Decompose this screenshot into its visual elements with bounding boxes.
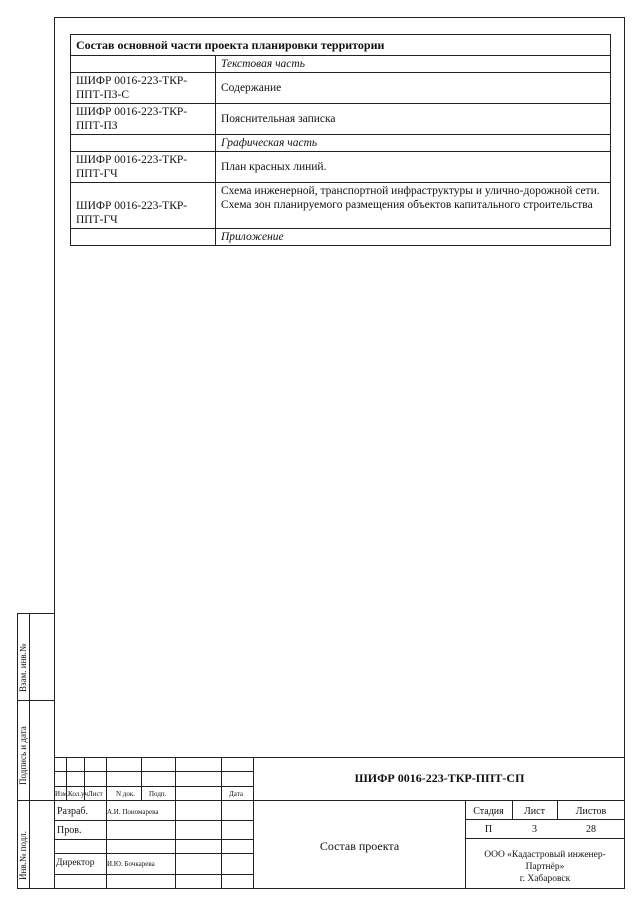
side-label-inv-podl: Инв.№ подл.: [18, 830, 28, 880]
sheets-label: Листов: [575, 806, 607, 817]
title-block: [54, 757, 625, 889]
doc-code: ШИФР 0016-223-ТКР-ППТ-ГЧ: [71, 152, 216, 183]
doc-name: Схема инженерной, транспортной инфраструктуры и улично-дорожной сети.: [221, 185, 600, 197]
doc-code: [71, 135, 216, 152]
doc-name: План красных линий.: [216, 152, 611, 183]
doc-code: ШИФР 0016-223-ТКР-ППТ-ПЗ-С: [71, 73, 216, 104]
doc-name-title: Состав проекта: [319, 839, 400, 853]
doc-code: [71, 56, 216, 73]
doc-name: Пояснительная записка: [216, 104, 611, 135]
table-row: [71, 229, 611, 246]
side-label-vzam: Взам. инв.№: [18, 643, 28, 692]
section-header: Приложение: [216, 229, 611, 246]
table-row: [71, 135, 611, 152]
razrab-name: А.И. Пономарева: [107, 808, 159, 816]
director-label: Директор: [56, 858, 95, 868]
doc-name-multi: [216, 183, 611, 229]
table-row: [71, 104, 611, 135]
table-row: [71, 73, 611, 104]
side-label-podpis: Подпись и дата: [18, 726, 28, 785]
sheet-value: 3: [532, 824, 537, 835]
stage-label: Стадия: [473, 806, 504, 817]
col-list: Лист: [88, 790, 103, 798]
doc-code: [71, 229, 216, 246]
sheet-label: Лист: [524, 806, 545, 817]
org-line2: Партнёр»: [525, 862, 565, 872]
composition-table: [70, 34, 611, 246]
prov-label: Пров.: [57, 825, 82, 836]
section-header: Графическая часть: [216, 135, 611, 152]
doc-code: ШИФР 0016-223-ТКР-ППТ-ПЗ: [71, 104, 216, 135]
doc-code: ШИФР 0016-223-ТКР-ППТ-ГЧ: [71, 183, 216, 229]
col-data: Дата: [229, 790, 243, 798]
doc-name: Схема зон планируемого размещения объектов капитального строительства: [221, 199, 593, 211]
table-row: [71, 56, 611, 73]
director-name: И.Ю. Бочкарева: [107, 860, 155, 868]
composition-title: Состав основной части проекта планировки территории: [71, 35, 611, 56]
section-header: Текстовая часть: [216, 56, 611, 73]
org-line3: г. Хабаровск: [519, 874, 571, 884]
col-izm: Изм.: [55, 790, 69, 798]
doc-name: Содержание: [216, 73, 611, 104]
col-podp: Подп.: [149, 790, 167, 798]
org-line1: ООО «Кадастровый инженер-: [484, 850, 606, 860]
table-row: [71, 152, 611, 183]
razrab-label: Разраб.: [57, 806, 88, 817]
stage-value: П: [484, 824, 493, 835]
col-ndok: N док.: [116, 790, 136, 798]
table-row: [71, 183, 611, 229]
col-kol: Кол.уч: [68, 790, 88, 798]
doc-code-title: ШИФР 0016-223-ТКР-ППТ-СП: [354, 771, 525, 785]
sheets-value: 28: [586, 824, 596, 835]
